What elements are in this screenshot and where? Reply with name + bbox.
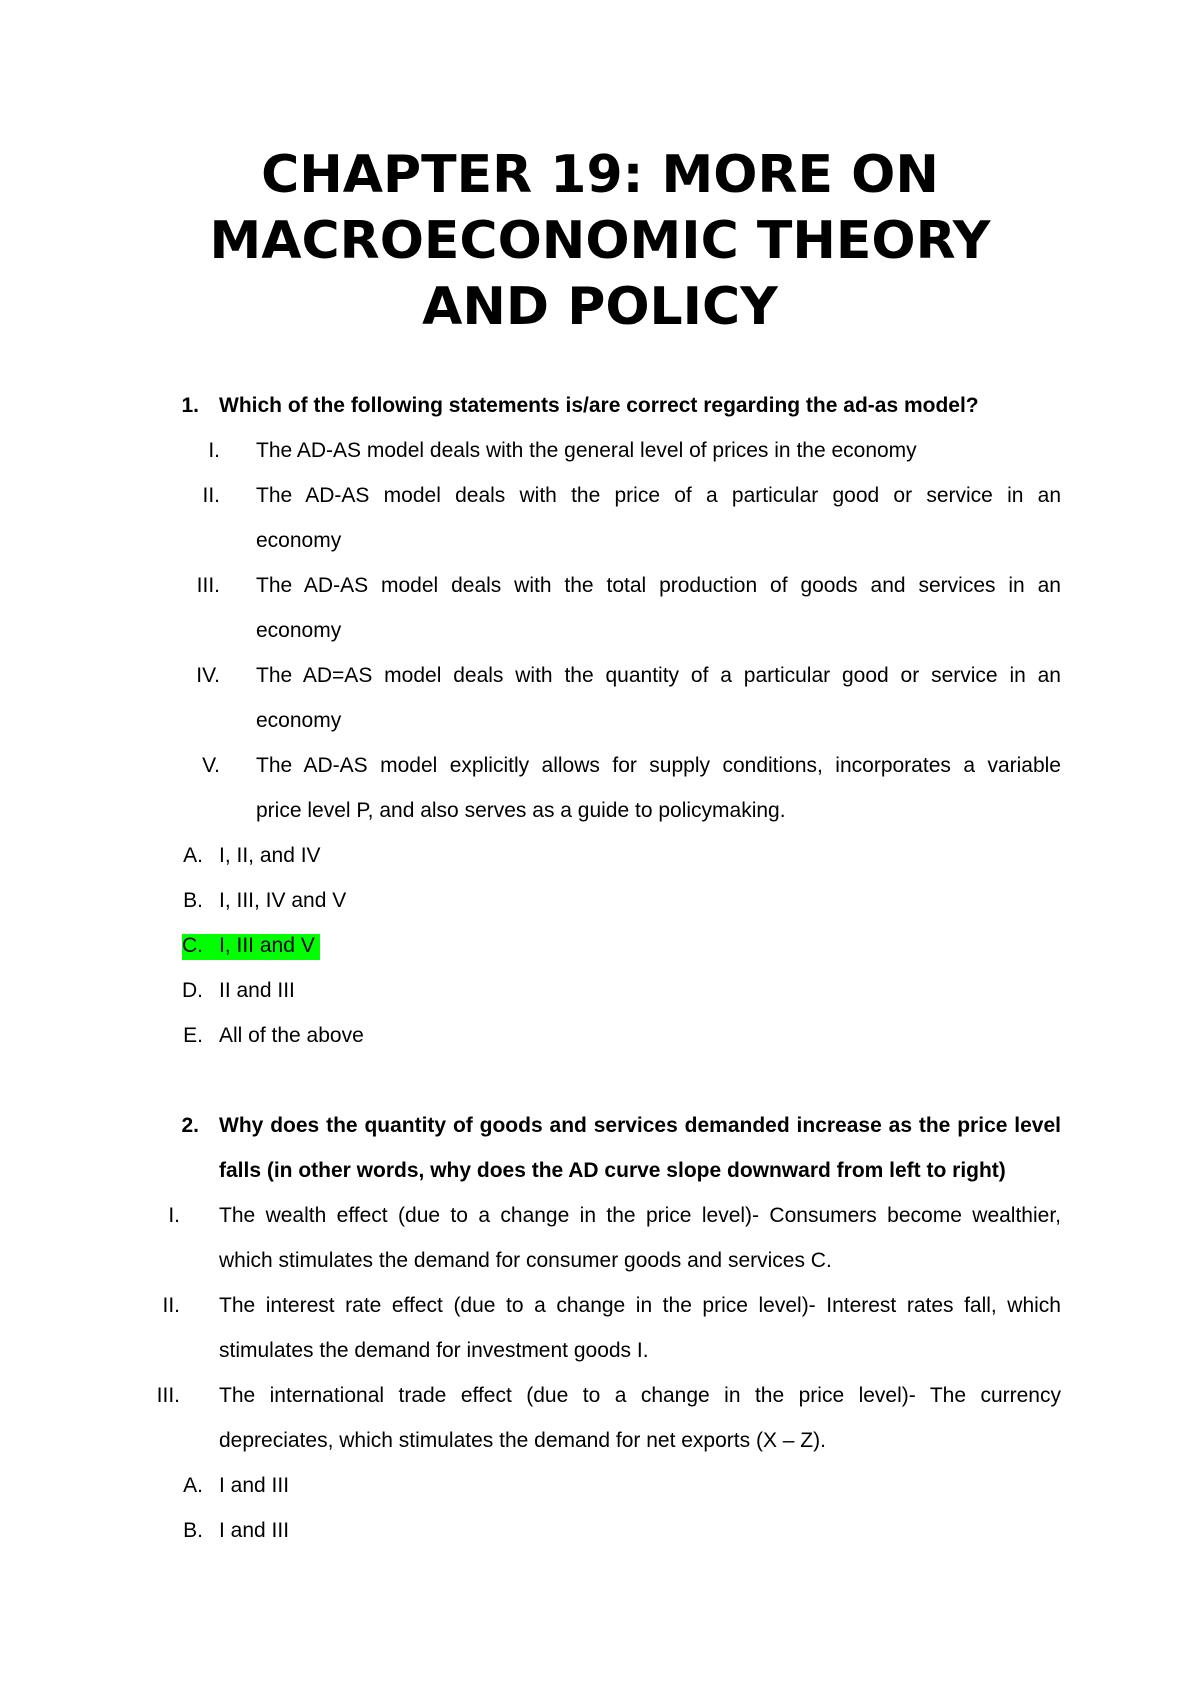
question-text: Which of the following statements is/are correct regarding the ad-as model? [219,394,979,417]
statement-text: The AD-AS model deals with the total production of goods and services in an [256,574,1061,597]
statement-continuation: price level P, and also serves as a guide to policymaking. [256,799,786,822]
question-number: 1. [181,394,199,417]
statement-text: The interest rate effect (due to a change in the price level)- Interest rates fall, which [219,1294,1061,1317]
statement-continuation: stimulates the demand for investment goods I. [219,1339,649,1362]
statement-numeral: I. [208,439,220,462]
option-text: I and III [219,1474,290,1497]
statement-numeral: V. [202,754,220,777]
option-letter: D. [182,979,203,1002]
statement-text: The AD-AS model explicitly allows for supply conditions, incorporates a variable [256,754,1061,777]
option-text: I, III, IV and V [219,889,347,912]
title-line: MACROECONOMIC THEORY [209,211,991,271]
option-text: II and III [219,979,295,1002]
question-text: Why does the quantity of goods and services demanded increase as the price level [219,1114,1061,1137]
statement-continuation: economy [256,619,342,642]
statement-numeral: II. [162,1294,180,1317]
title-line: CHAPTER 19: MORE ON [261,145,939,205]
statement-numeral: I. [168,1204,180,1227]
statement-text: The international trade effect (due to a change in the price level)- The currency [219,1384,1061,1407]
title-line: AND POLICY [422,277,778,337]
statement-continuation: depreciates, which stimulates the demand for net exports (X – Z). [219,1429,826,1452]
statement-continuation: which stimulates the demand for consumer goods and services C. [219,1249,832,1272]
statement-numeral: II. [202,484,220,507]
statement-numeral: III. [156,1384,180,1407]
option-letter: E. [183,1024,203,1047]
statement-numeral: IV. [196,664,220,687]
statement-text: The AD=AS model deals with the quantity of a particular good or service in an [256,664,1061,687]
option-text: I and III [219,1519,290,1542]
statement-numeral: III. [196,574,220,597]
statement-continuation: economy [256,709,342,732]
question-text-continuation: falls (in other words, why does the AD curve slope downward from left to right) [219,1159,1006,1182]
option-letter: B. [183,889,203,912]
option-letter: C. [182,934,203,957]
option-letter: A. [183,1474,203,1497]
statement-text: The wealth effect (due to a change in the price level)- Consumers become wealthier, [219,1204,1061,1227]
option-text: I, III and V [219,934,315,957]
option-text: All of the above [219,1024,364,1047]
statement-continuation: economy [256,529,342,552]
question-number: 2. [181,1114,199,1137]
statement-text: The AD-AS model deals with the general level of prices in the economy [256,439,917,462]
option-text: I, II, and IV [219,844,321,867]
option-letter: B. [183,1519,203,1542]
statement-text: The AD-AS model deals with the price of a particular good or service in an [256,484,1061,507]
option-letter: A. [183,844,203,867]
chapter-title [120,142,1080,340]
